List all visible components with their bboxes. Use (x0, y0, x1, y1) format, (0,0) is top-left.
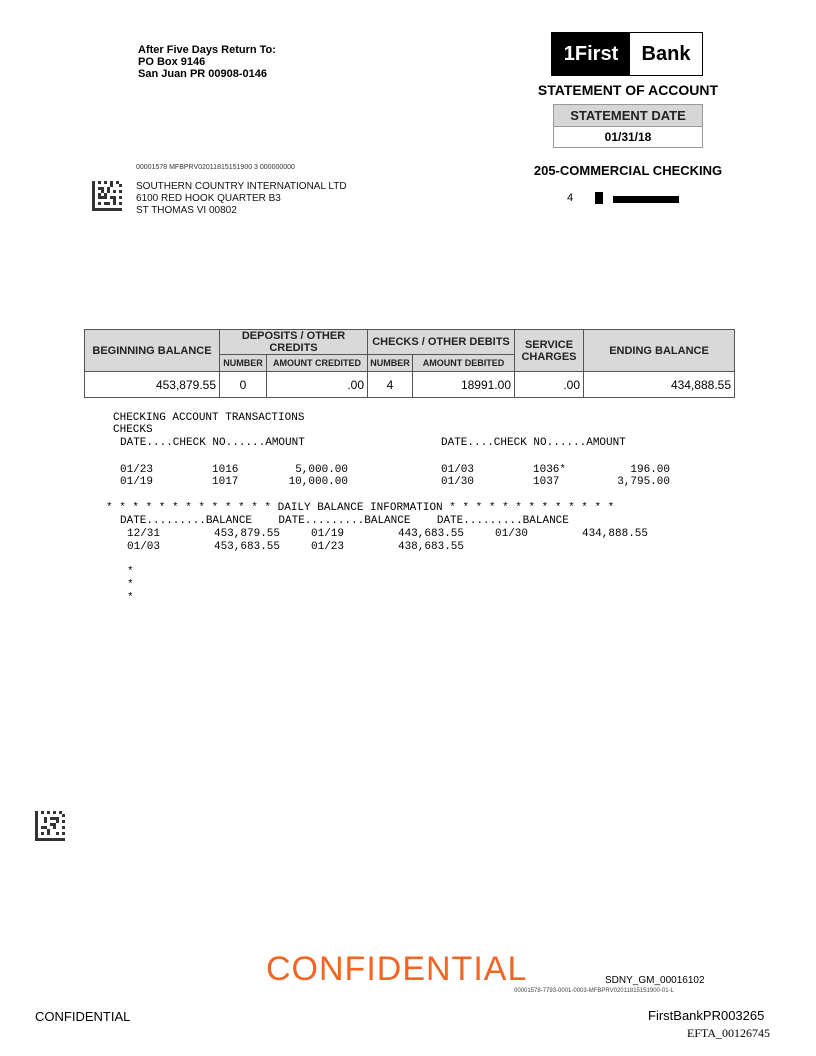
check-row-amount: 196.00 (630, 464, 670, 476)
daily-balance-banner: * * * * * * * * * * * * * DAILY BALANCE INFORMATION * * * * * * * * * * * * * (106, 502, 615, 514)
checks-header-left: DATE....CHECK NO......AMOUNT (120, 437, 305, 449)
check-row-date: 01/23 (120, 464, 154, 476)
beginning-balance-value: 453,879.55 (85, 372, 220, 398)
header-ending-balance: ENDING BALANCE (584, 330, 735, 372)
confidential-stamp: CONFIDENTIAL (266, 950, 528, 988)
header-amount-debited: AMOUNT DEBITED (413, 355, 515, 372)
header-checks-number: NUMBER (368, 355, 413, 372)
mailing-code: 00001578 MFBPRV02011815151900 3 000000000 (136, 164, 295, 171)
statement-title: STATEMENT OF ACCOUNT (537, 82, 719, 98)
balance-amount: 443,683.55 (397, 528, 464, 540)
check-row-amount: 5,000.00 (295, 464, 348, 476)
check-row-amount: 3,795.00 (617, 476, 670, 488)
check-row-date: 01/30 (441, 476, 475, 488)
logo-word: Bank (641, 42, 691, 65)
return-address-line1: After Five Days Return To: (138, 44, 276, 56)
statement-date-value: 01/31/18 (604, 130, 652, 144)
redaction-bar (613, 196, 679, 203)
efta-number: EFTA_00126745 (687, 1026, 771, 1040)
checks-header-right: DATE....CHECK NO......AMOUNT (441, 437, 626, 449)
amount-credited-value: .00 (267, 372, 368, 398)
balance-date: 12/31 (127, 528, 161, 540)
transactions-subtitle: CHECKS (113, 424, 153, 436)
balance-amount: 434,888.55 (581, 528, 648, 540)
statement-date-box (553, 104, 703, 148)
account-number (563, 191, 683, 205)
customer-name: SOUTHERN COUNTRY INTERNATIONAL LTD (136, 181, 347, 192)
balance-amount: 453,879.55 (213, 528, 280, 540)
header-deposits-number: NUMBER (220, 355, 267, 372)
balance-amount: 438,683.55 (397, 541, 464, 553)
check-row-amount: 10,000.00 (288, 476, 348, 488)
bank-logo (551, 32, 703, 76)
header-deposits: DEPOSITS / OTHER CREDITS (220, 330, 368, 355)
address-line2: ST THOMAS VI 00802 (136, 205, 237, 216)
header-beginning-balance: BEGINNING BALANCE (85, 330, 220, 372)
header-service-charges: SERVICE CHARGES (515, 330, 584, 372)
service-charges-value: .00 (515, 372, 584, 398)
ending-balance-value: 434,888.55 (584, 372, 735, 398)
mailing-address (136, 181, 347, 217)
checks-number-value: 4 (368, 372, 413, 398)
deposits-number-value: 0 (220, 372, 267, 398)
account-type: 205-COMMERCIAL CHECKING (533, 163, 723, 178)
account-number-visible: 4 (567, 192, 574, 204)
check-row-number: 1036* (533, 464, 567, 476)
balance-date: 01/19 (311, 528, 345, 540)
qr-code-icon (35, 811, 65, 841)
amount-debited-value: 18991.00 (413, 372, 515, 398)
check-row-date: 01/19 (120, 476, 154, 488)
return-address-line2: PO Box 9146 (138, 56, 206, 68)
star-line: * (127, 579, 134, 591)
check-row-number: 1017 (212, 476, 239, 488)
check-row-number: 1016 (212, 464, 239, 476)
qr-code-icon (92, 181, 122, 211)
bates-number: SDNY_GM_00016102 (605, 975, 705, 986)
header-amount-credited: AMOUNT CREDITED (267, 355, 368, 372)
return-address-line3: San Juan PR 00908-0146 (138, 68, 268, 80)
balance-amount: 453,683.55 (213, 541, 280, 553)
account-summary-table (84, 329, 735, 398)
star-line: * (127, 592, 134, 604)
check-row-date: 01/03 (441, 464, 475, 476)
balance-date: 01/30 (495, 528, 529, 540)
check-row-number: 1037 (533, 476, 560, 488)
redaction-bar (595, 192, 603, 204)
statement-date-label: STATEMENT DATE (554, 105, 702, 127)
transactions-title: CHECKING ACCOUNT TRANSACTIONS (113, 412, 305, 424)
document-code: 00001578-7793-0001-0003-MFBPRV02011815151900-01-L (514, 988, 674, 994)
address-line1: 6100 RED HOOK QUARTER B3 (136, 193, 281, 204)
confidential-label: CONFIDENTIAL (35, 1009, 131, 1024)
balance-date: 01/03 (127, 541, 161, 553)
production-number: FirstBankPR003265 (648, 1008, 765, 1023)
balance-date: 01/23 (311, 541, 345, 553)
star-line: * (127, 566, 134, 578)
header-checks: CHECKS / OTHER DEBITS (368, 330, 515, 355)
return-address (138, 44, 276, 80)
logo-mark: 1First (552, 33, 630, 75)
daily-balance-header: DATE.........BALANCE DATE.........BALANCE DATE.........BALANCE (120, 515, 569, 527)
